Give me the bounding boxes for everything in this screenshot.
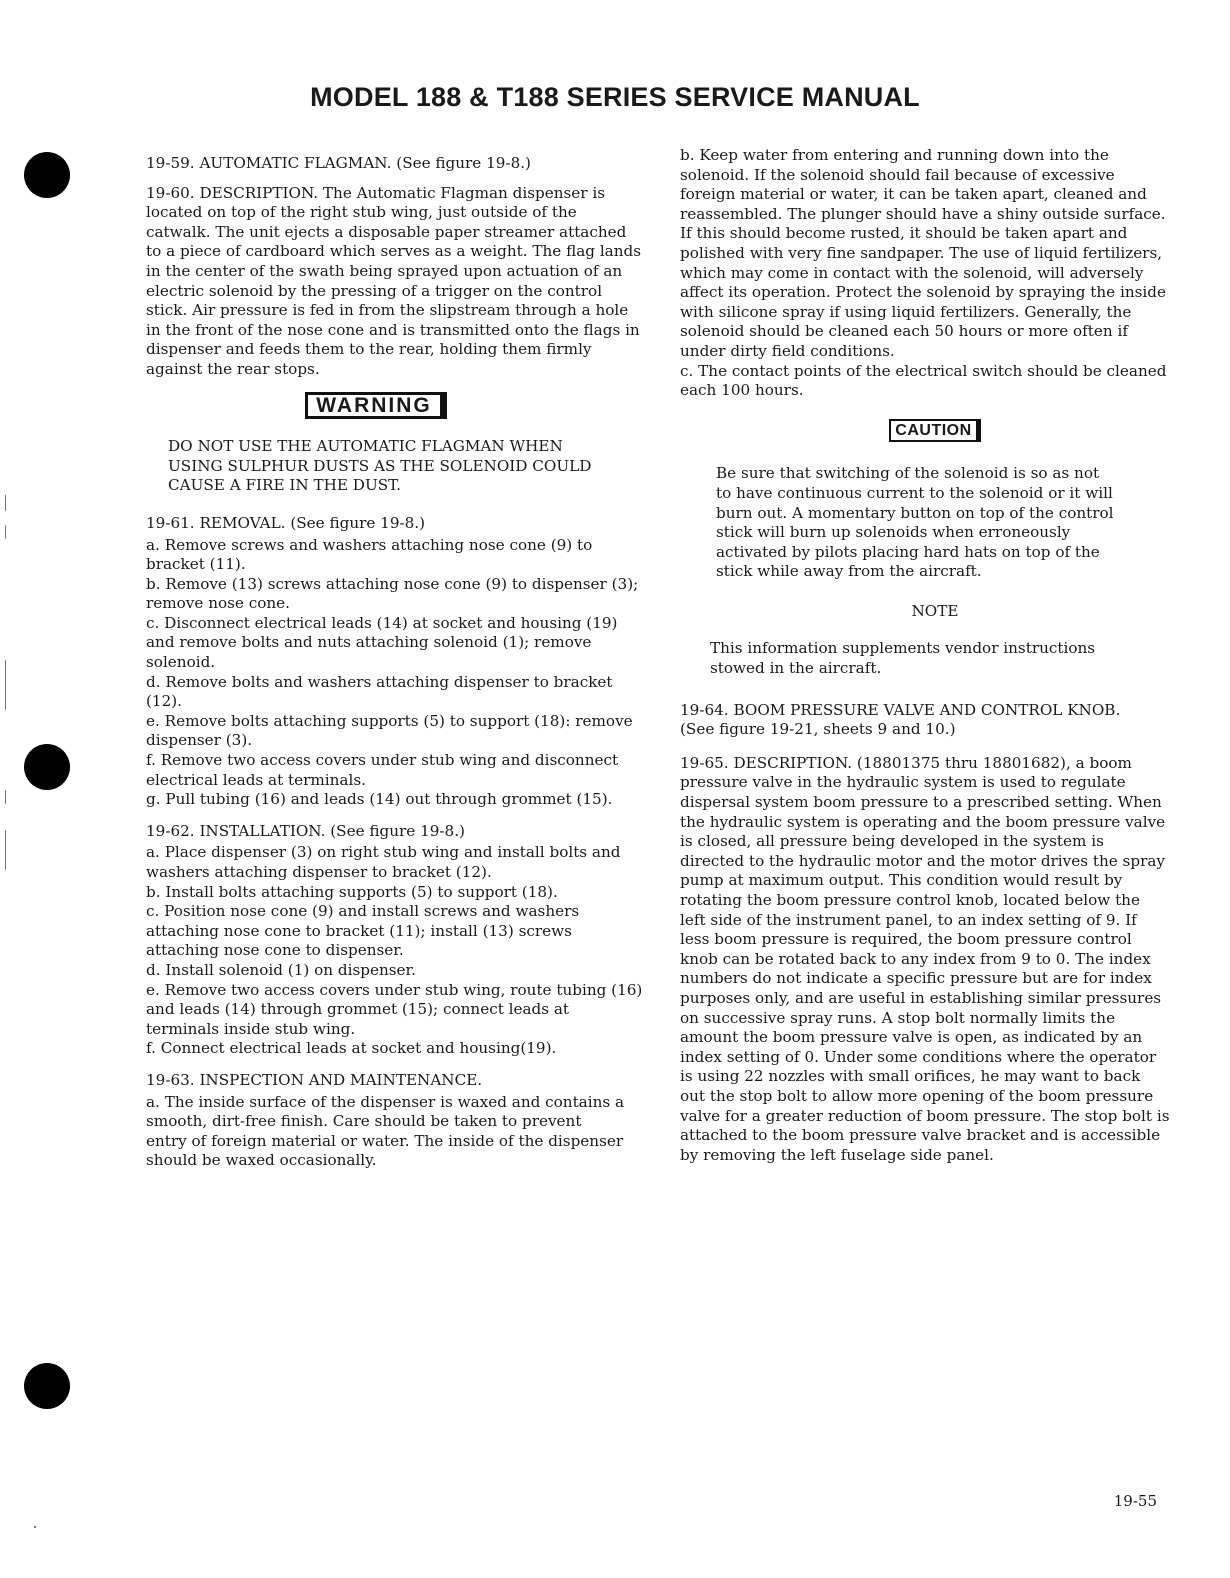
page-title: MODEL 188 & T188 SERIES SERVICE MANUAL — [310, 82, 920, 112]
inspection-step-b: b. Keep water from entering and running down into the solenoid. If the solenoid should fail because of excessive foreign material or water, it can be taken apart, cleaned and reassembled. The plunger should have a shiny outside surface. If this should become rusted, it should be taken apart and polished with very fine sandpaper. The use of liquid fertilizers, which may come in contact with the solenoid, will adversely affect its operation. Protect the solenoid by spraying the inside with silicone spray if using liquid fertilizers. Generally, the solenoid should be cleaned each 50 hours or more often if under dirty field conditions. — [680, 146, 1166, 360]
warning-label: WARNING — [305, 392, 447, 420]
warning-text: DO NOT USE THE AUTOMATIC FLAGMAN WHEN USING SULPHUR DUSTS AS THE SOLENOID COULD CAUSE A FIRE IN THE DUST. — [168, 437, 592, 495]
installation-step: a. Place dispenser (3) on right stub wing and install bolts and washers attaching dispenser to bracket (12). — [146, 843, 621, 881]
left-column — [146, 154, 646, 1183]
removal-step: d. Remove bolts and washers attaching dispenser to bracket (12). — [146, 672, 613, 711]
caution-label: CAUTION — [889, 419, 980, 443]
section-19-60-description: 19-60. DESCRIPTION. The Automatic Flagman dispenser is located on top of the right stub wing, just outside of the catwalk. The unit ejects a disposable paper streamer attached to a piece of cardboard which serves as a weight. The flag lands in the center of the swath being sprayed upon actuation of an electric solenoid by the pressing of a trigger on the control stick. Air pressure is fed in from the slipstream through a hole in the front of the nose cone and is transmitted onto the flags in dispenser and feeds them to the rear, holding them firmly against the rear stops. — [146, 183, 642, 378]
section-heading-19-61: 19-61. REMOVAL. (See figure 19-8.) — [146, 513, 426, 532]
binder-hole-top — [24, 152, 70, 198]
edge-mark — [5, 525, 6, 539]
removal-steps — [146, 536, 646, 810]
removal-step: b. Remove (13) screws attaching nose cone (9) to dispenser (3); remove nose cone. — [146, 574, 639, 613]
installation-step: e. Remove two access covers under stub wing, route tubing (16) and leads (14) through grommet (15); connect leads at terminals inside stub wing. — [146, 980, 643, 1038]
edge-mark — [5, 495, 6, 511]
scan-speck — [34, 1526, 36, 1528]
edge-mark — [5, 660, 6, 710]
binder-hole-bottom — [24, 1363, 70, 1409]
section-19-65-description: 19-65. DESCRIPTION. (18801375 thru 18801682), a boom pressure valve in the hydraulic system is used to regulate dispersal system boom pressure to a prescribed setting. When the hydraulic system is operating and the boom pressure valve is closed, all pressure being developed in the system is directed to the hydraulic motor and the motor drives the spray pump at maximum output. This condition would result by rotating the boom pressure control knob, located below the left side of the instrument panel, to an index setting of 9. If less boom pressure is required, the boom pressure control knob can be rotated back to any index from 9 to 0. The index numbers do not indicate a specific pressure but are for index purposes only, and are useful in establishing similar pressures on successive spray runs. A stop bolt normally limits the amount the boom pressure valve is open, as indicated by an index setting of 0. Under some conditions where the operator is using 22 nozzles with small orifices, he may want to back out the stop bolt to allow more opening of the boom pressure valve for a greater reduction of boom pressure. The stop bolt is attached to the boom pressure valve bracket and is accessible by removing the left fuselage side panel. — [680, 753, 1170, 1164]
edge-mark — [5, 790, 6, 804]
installation-step: b. Install bolts attaching supports (5) to support (18). — [146, 882, 558, 901]
page-number: 19-55 — [1113, 1492, 1157, 1510]
installation-step: d. Install solenoid (1) on dispenser. — [146, 960, 416, 979]
inspection-step-a: a. The inside surface of the dispenser is waxed and contains a smooth, dirt-free finish. Care should be taken to prevent entry of foreign material or water. The inside of the dispenser should be waxed occasionally. — [146, 1092, 625, 1170]
removal-step: c. Disconnect electrical leads (14) at socket and housing (19) and remove bolts and nuts attaching solenoid (1); remove solenoid. — [146, 613, 618, 672]
note-text: This information supplements vendor instructions stowed in the aircraft. — [710, 639, 1096, 678]
section-heading-19-64: 19-64. BOOM PRESSURE VALVE AND CONTROL KNOB. (See figure 19-21, sheets 9 and 10.) — [680, 700, 1121, 739]
caution-header — [680, 419, 1170, 443]
edge-mark — [5, 830, 6, 870]
section-heading-19-59: 19-59. AUTOMATIC FLAGMAN. (See figure 19-8.) — [146, 154, 531, 172]
warning-header — [146, 392, 646, 420]
section-heading-19-62: 19-62. INSTALLATION. (See figure 19-8.) — [146, 821, 465, 840]
installation-steps — [146, 843, 646, 1059]
right-column — [680, 146, 1170, 1179]
installation-step: c. Position nose cone (9) and install screws and washers attaching nose cone to bracket (11); install (13) screws attaching nose cone to dispenser. — [146, 902, 580, 960]
inspection-step-c: c. The contact points of the electrical switch should be cleaned each 100 hours. — [680, 361, 1167, 400]
binder-hole-middle — [24, 744, 70, 790]
removal-step: e. Remove bolts attaching supports (5) to support (18): remove dispenser (3). — [146, 711, 633, 750]
removal-step: a. Remove screws and washers attaching nose cone (9) to bracket (11). — [146, 535, 593, 574]
note-label: NOTE — [911, 601, 959, 620]
removal-step: g. Pull tubing (16) and leads (14) out through grommet (15). — [146, 790, 613, 809]
caution-text: Be sure that switching of the solenoid is so as not to have continuous current to the solenoid or it will burn out. A momentary button on top of the control stick will burn up solenoids when erroneously activated by pilots placing hard hats on top of the stick while away from the aircraft. — [716, 464, 1114, 581]
removal-step: f. Remove two access covers under stub wing and disconnect electrical leads at terminals. — [146, 751, 619, 789]
section-heading-19-63: 19-63. INSPECTION AND MAINTENANCE. — [146, 1070, 483, 1089]
installation-step: f. Connect electrical leads at socket and housing(19). — [146, 1039, 557, 1058]
